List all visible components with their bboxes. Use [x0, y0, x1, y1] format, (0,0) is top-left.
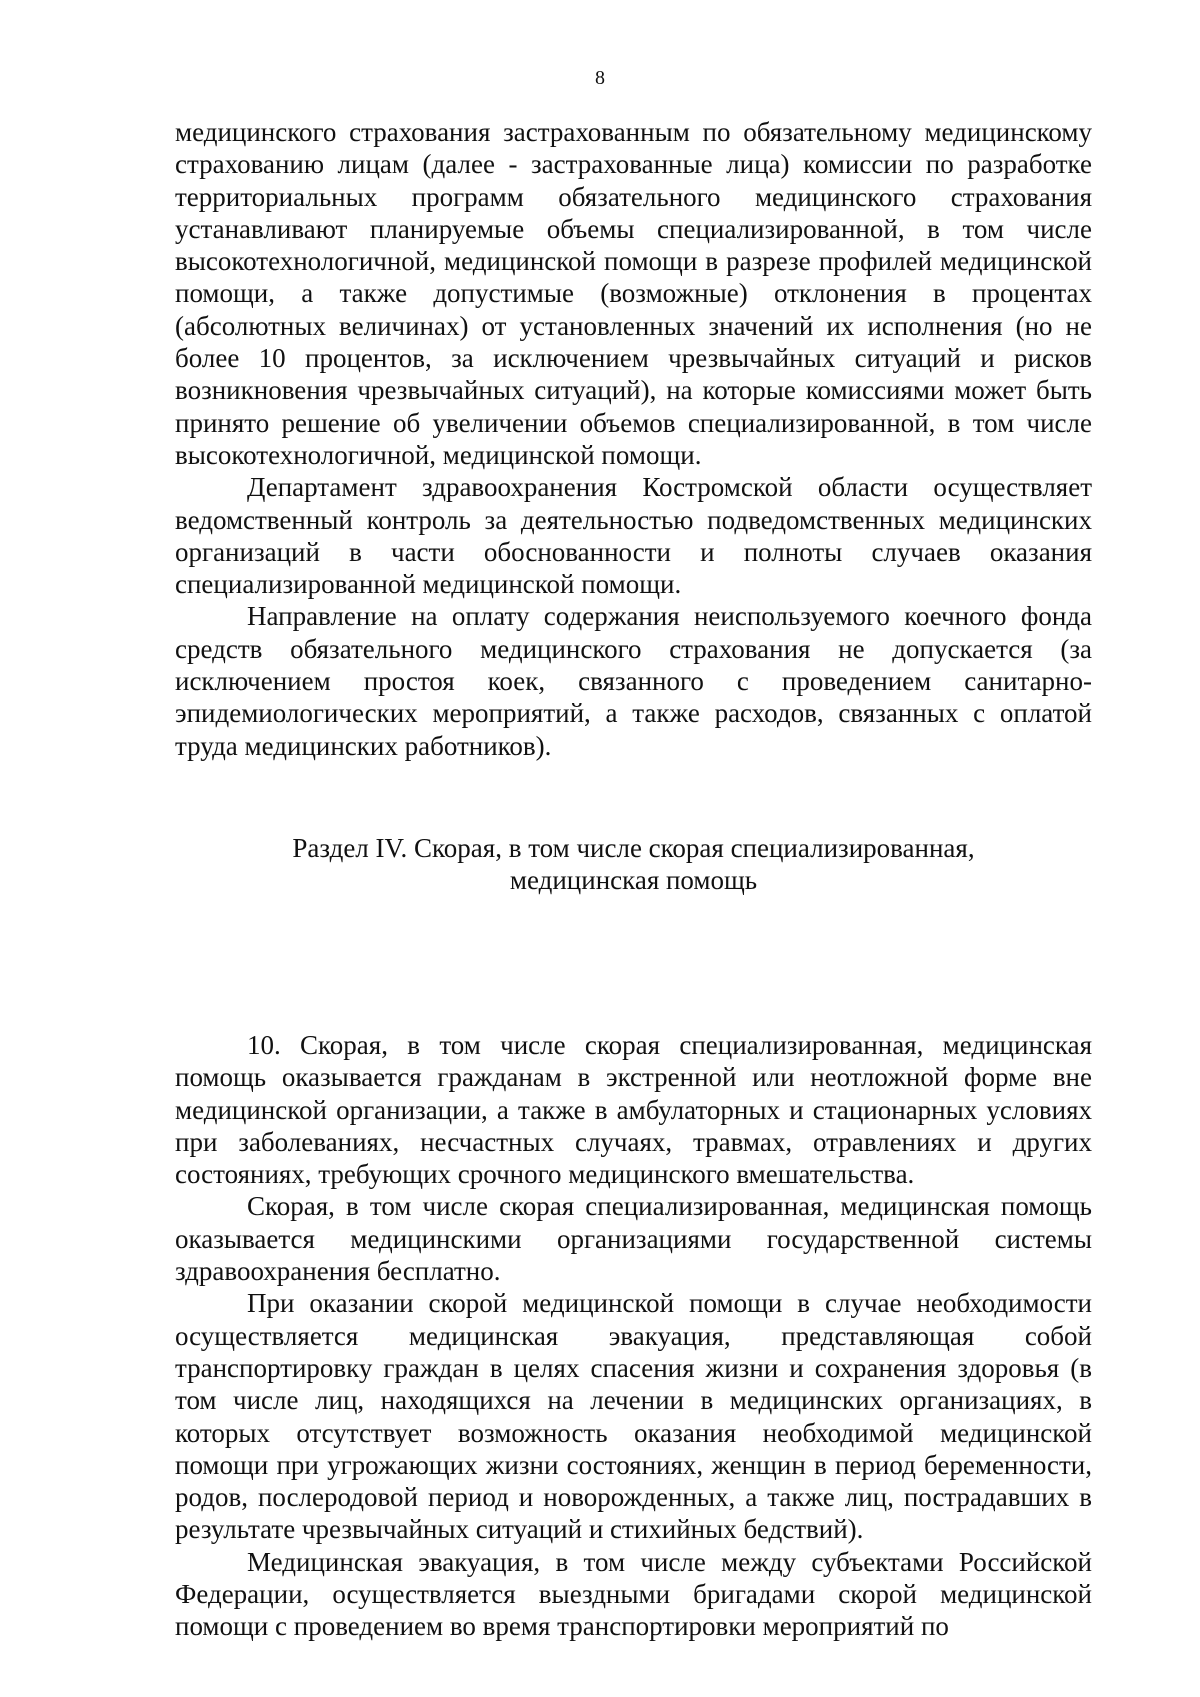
paragraph: Департамент здравоохранения Костромской области осуществляет ведомственный контроль за деятельностью подведомственных медицинских организаций в части обоснованности и полноты случаев оказания специализированной медицинской помощи.	[175, 472, 1092, 600]
paragraph: Скорая, в том числе скорая специализированная, медицинская помощь оказывается медицинскими организациями государственной системы здравоохранения бесплатно.	[175, 1191, 1092, 1287]
paragraph: При оказании скорой медицинской помощи в случае необходимости осуществляется медицинская эвакуация, представляющая собой транспортировку граждан в целях спасения жизни и сохранения здоровья (в том числе лиц, находящихся на лечении в медицинских организациях, в которых отсутствует возможность оказания необходимой медицинской помощи при угрожающих жизни состояниях, женщин в период беременности, родов, послеродовой период и новорожденных, а также лиц, пострадавших в результате чрезвычайных ситуаций и стихийных бедствий).	[175, 1288, 1092, 1545]
text-block-top	[175, 116, 1092, 762]
page-number: 8	[595, 67, 605, 89]
section-heading-line: медицинская помощь	[509, 865, 758, 896]
paragraph: 10. Скорая, в том числе скорая специализированная, медицинская помощь оказывается гражданам в экстренной или неотложной форме вне медицинской организации, а также в амбулаторных и стационарных условиях при заболеваниях, несчастных случаях, травмах, отравлениях и других состояниях, требующих срочного медицинского вмешательства.	[175, 1030, 1092, 1190]
paragraph: Направление на оплату содержания неиспользуемого коечного фонда средств обязательного медицинского страхования не допускается (за исключением простоя коек, связанного с проведением санитарно-эпидемиологических мероприятий, а также расходов, связанных с оплатой труда медицинских работников).	[175, 601, 1092, 761]
section-heading-line: Раздел IV. Скорая, в том числе скорая специализированная,	[292, 833, 975, 863]
paragraph-continues: Медицинская эвакуация, в том числе между субъектами Российской Федерации, осуществляется выездными бригадами скорой медицинской помощи с проведением во время транспортировки мероприятий по	[175, 1546, 1092, 1642]
section-heading	[175, 832, 1092, 897]
paragraph-continuation: медицинского страхования застрахованным по обязательному медицинскому страхованию лицам (далее - застрахованные лица) комиссии по разработке территориальных программ обязательного медицинского страхования устанавливают планируемые объемы специализированной, в том числе высокотехнологичной, медицинской помощи в разрезе профилей медицинской помощи, а также допустимые (возможные) отклонения в процентах (абсолютных величинах) от установленных значений их исполнения (но не более 10 процентов, за исключением чрезвычайных ситуаций и рисков возникновения чрезвычайных ситуаций), на которые комиссиями может быть принято решение об увеличении объемов специализированной, в том числе высокотехнологичной, медицинской помощи.	[175, 117, 1092, 470]
text-block-bottom	[175, 1029, 1092, 1643]
